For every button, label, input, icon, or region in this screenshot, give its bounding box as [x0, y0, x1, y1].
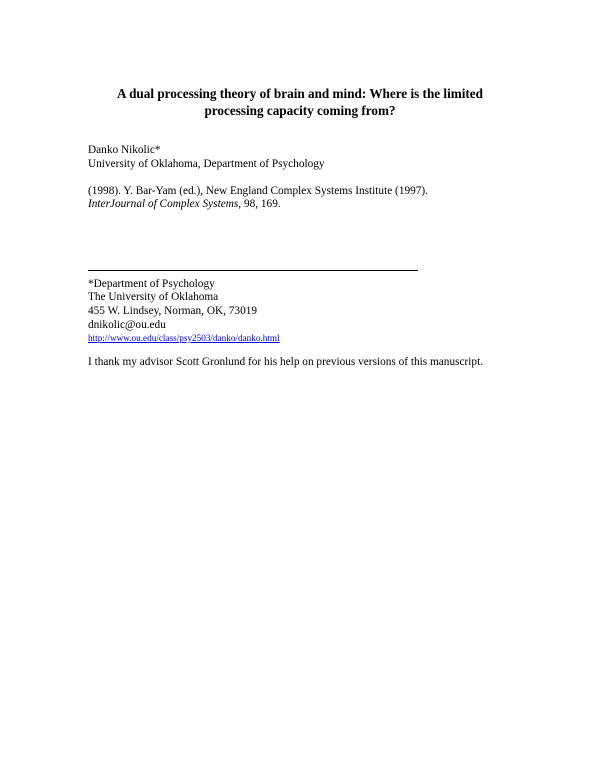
homepage-link[interactable]: http://www.ou.edu/class/psy2503/danko/danko.html — [88, 333, 280, 343]
footnote-email: dnikolic@ou.edu — [88, 319, 166, 331]
acknowledgment: I thank my advisor Scott Gronlund for his help on previous versions of this manuscript. — [88, 356, 484, 368]
citation-line: (1998). Y. Bar-Yam (ed.), New England Complex Systems Institute (1997). — [88, 185, 429, 197]
paper-title — [60, 85, 540, 119]
footnote-divider — [88, 270, 418, 271]
citation-journal-line — [88, 197, 281, 211]
citation-volume-pages: , 98, 169. — [238, 198, 281, 210]
citation-journal: InterJournal of Complex Systems — [88, 198, 239, 210]
author-affiliation: University of Oklahoma, Department of Psychology — [88, 158, 325, 170]
title-line-2: processing capacity coming from? — [204, 103, 396, 118]
footnote-department: *Department of Psychology — [88, 278, 215, 290]
title-line-1: A dual processing theory of brain and mind: Where is the limited — [117, 86, 483, 101]
footnote-url-line — [88, 331, 280, 345]
footnote-university: The University of Oklahoma — [88, 291, 219, 303]
author-name: Danko Nikolic* — [88, 144, 161, 156]
footnote-address: 455 W. Lindsey, Norman, OK, 73019 — [88, 305, 258, 317]
